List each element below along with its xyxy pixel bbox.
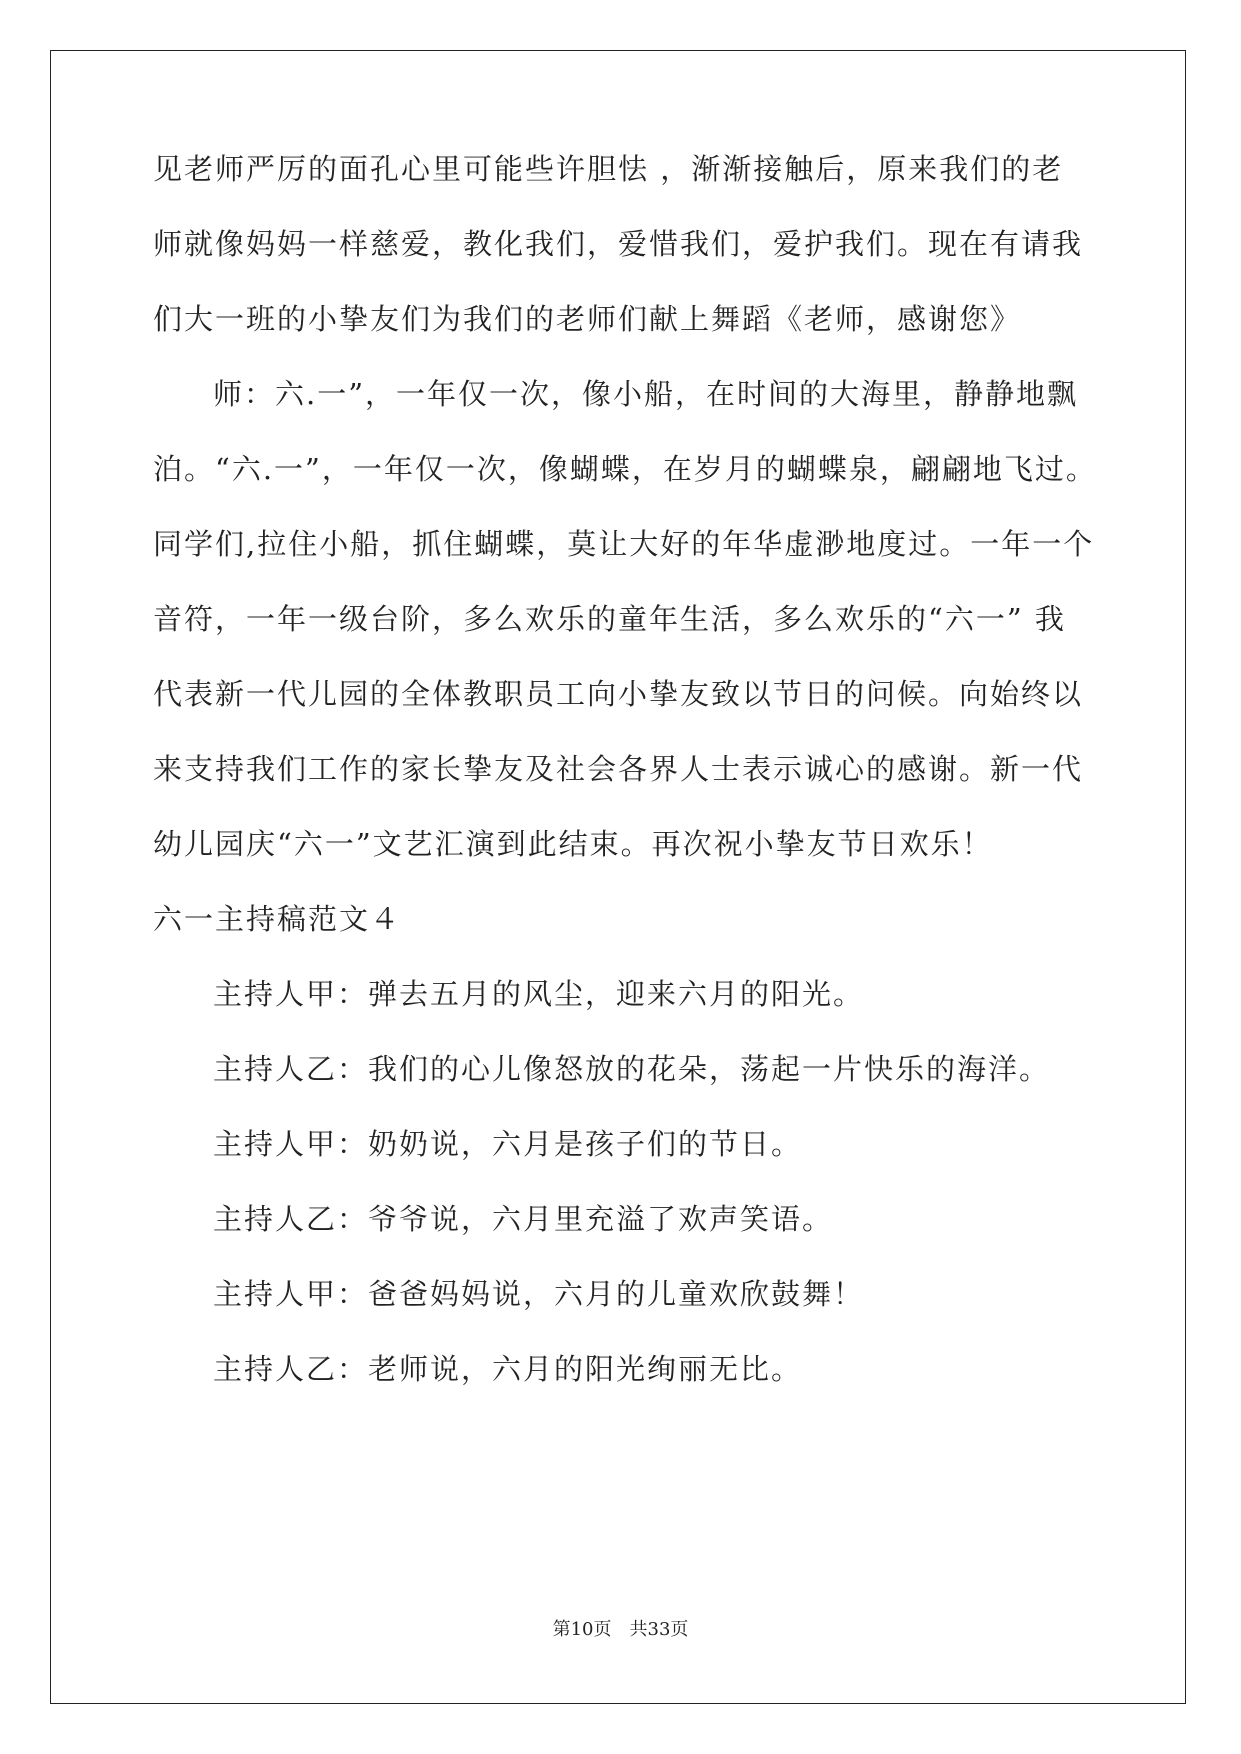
paragraph-line: 师：六.一”，一年仅一次，像小船，在时间的大海里，静静地飘 <box>213 377 1079 411</box>
paragraph-line: 来支持我们工作的家长挚友及社会各界人士表示诚心的感谢。新一代 <box>153 752 1084 786</box>
paragraph-line: 师就像妈妈一样慈爱，教化我们，爱惜我们，爱护我们。现在有请我 <box>153 227 1084 261</box>
dialogue-line: 主持人甲：奶奶说，六月是孩子们的节日。 <box>213 1127 803 1161</box>
dialogue-line: 主持人乙：我们的心儿像怒放的花朵，荡起一片快乐的海洋。 <box>213 1052 1051 1086</box>
paragraph-line: 泊。“六.一”，一年仅一次，像蝴蝶，在岁月的蝴蝶泉，翩翩地飞过。 <box>153 452 1097 486</box>
dialogue-line: 主持人乙：爷爷说，六月里充溢了欢声笑语。 <box>213 1202 834 1236</box>
paragraph-line: 代表新一代儿园的全体教职员工向小挚友致以节日的问候。向始终以 <box>153 677 1084 711</box>
paragraph-line: 幼儿园庆“六一”文艺汇演到此结束。再次祝小挚友节日欢乐！ <box>153 827 993 861</box>
paragraph-line: 同学们,拉住小船，抓住蝴蝶，莫让大好的年华虚渺地度过。一年一个 <box>153 527 1095 561</box>
page-number: 第10页 共33页 <box>552 1619 689 1640</box>
paragraph-line: 音符，一年一级台阶，多么欢乐的童年生活，多么欢乐的“六一” 我 <box>153 602 1066 636</box>
page-border <box>50 50 1186 1704</box>
paragraph-line: 见老师严厉的面孔心里可能些许胆怯 ，渐渐接触后，原来我们的老 <box>153 152 1064 186</box>
section-heading: 六一主持稿范文４ <box>153 902 402 936</box>
dialogue-line: 主持人甲：爸爸妈妈说，六月的儿童欢欣鼓舞！ <box>213 1277 865 1311</box>
dialogue-line: 主持人甲：弹去五月的风尘，迎来六月的阳光。 <box>213 977 865 1011</box>
paragraph-line: 们大一班的小挚友们为我们的老师们献上舞蹈《老师，感谢您》 <box>153 302 1022 336</box>
dialogue-line: 主持人乙：老师说，六月的阳光绚丽无比。 <box>213 1352 803 1386</box>
